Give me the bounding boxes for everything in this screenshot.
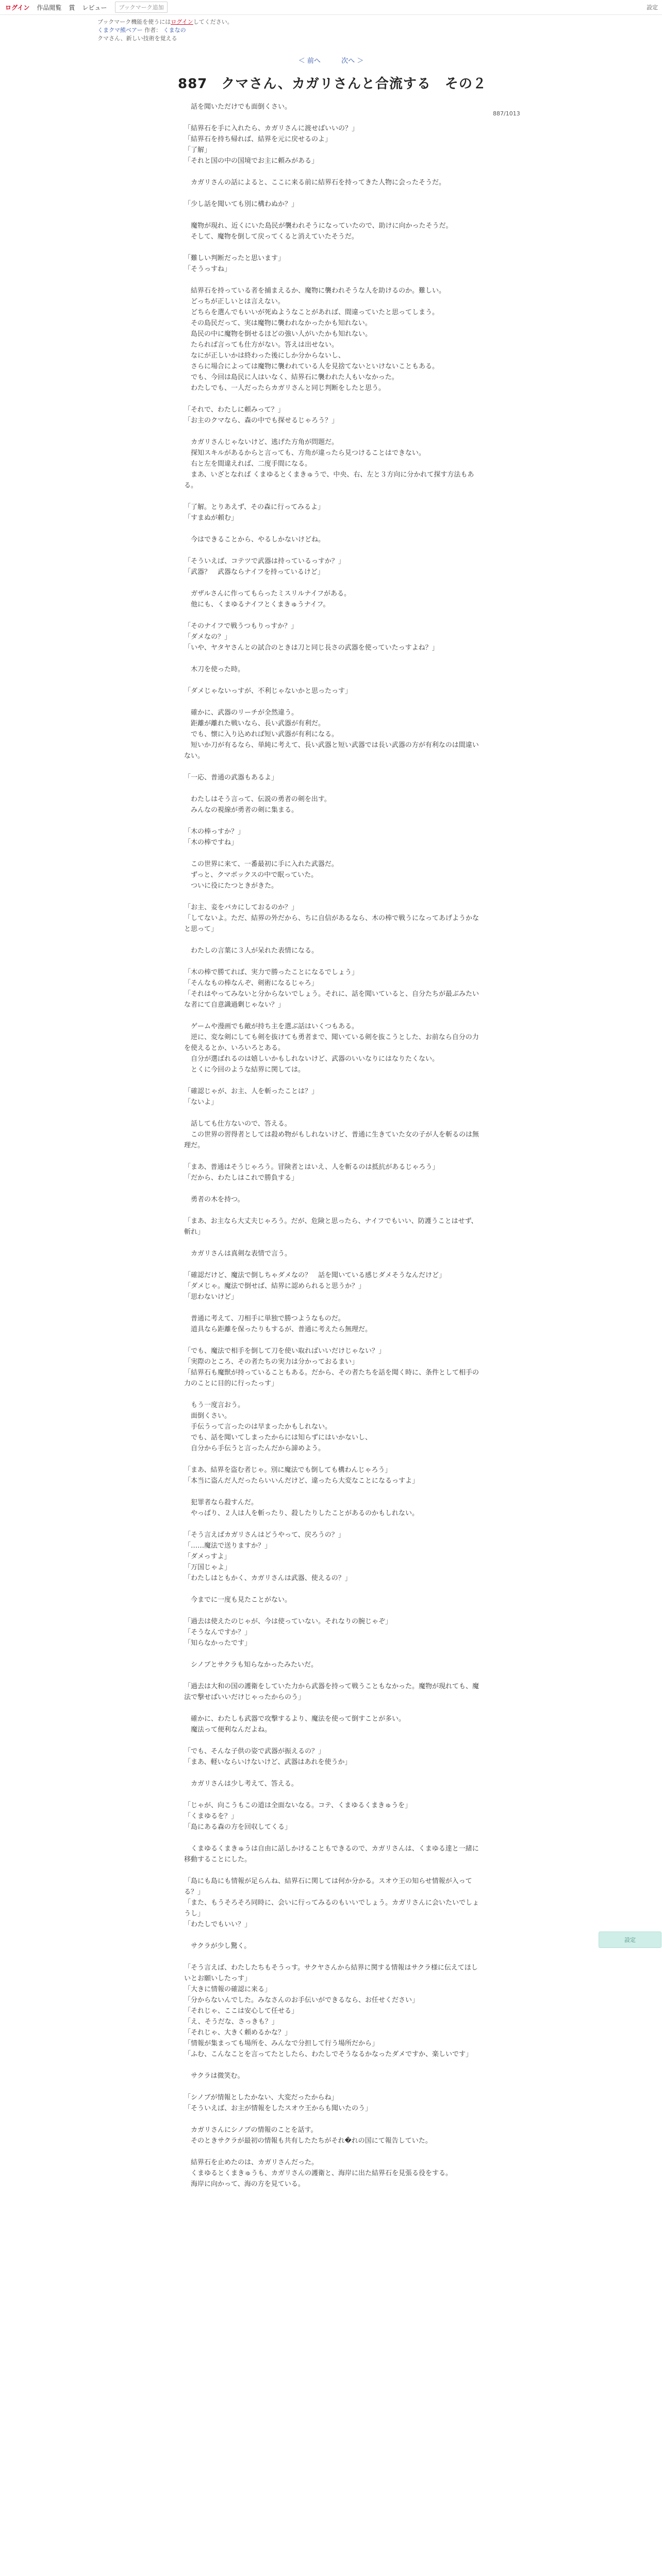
review-link[interactable]: レビュー — [82, 4, 107, 11]
works-link[interactable]: 作品閲覧 — [37, 4, 62, 11]
novel-meta — [0, 15, 662, 43]
notice-login-link[interactable]: ログイン — [171, 19, 193, 25]
chapter-title: 887 クマさん、カガリさんと合流する その２ — [178, 76, 487, 92]
next-chapter-link[interactable]: 次へ ＞ — [341, 57, 364, 65]
series-title-link[interactable]: くまクマ熊ベアー — [97, 27, 143, 33]
chapter-number: 887/1013 — [493, 110, 520, 117]
chapter-group-title: クマさん、新しい技術を覚える — [97, 35, 177, 42]
author-label: 作者： — [144, 27, 162, 33]
chapter-body: 話を聞いただけでも面倒くさい。 「結界石を手に入れたら、カガリさんに渡せばいいの？」 「結界石を持ち帰れば、結界を元に戻せるのよ」 「了解」 「それと国の中の国境でお主に頼みがある」 カガリさんの話によると、ここに来る前に結界石を持ってきた人物に会ったそうだ。 「少し話を聞いても別に構わぬか？」 魔物が現れ、近くにいた島民が襲われそうになっていたので、助けに向かったそうだ。 そして、魔物を倒して戻ってくると消えていたそうだ。 「難しい判断だったと思います」 「そうっすね」 結界石を持っている者を捕まえるか、魔物に襲われそうな人を助けるのか。難しい。 どっちが正しいとは言えない。 どちらを選んでもいいが死ぬようなことがあれば、間違っていたと思ってしまう。 その島民だって、実は魔物に襲われなかったかも知れない。 島民の中に魔物を倒せるほどの強い人がいたかも知れない。 たられば言っても仕方がない。答えは出せない。 なにが正しいかは終わった後にしか分からないし、 さらに場合によっては魔物に襲われている人を見捨てないといけないこともある。 でも、今回は島民に人はいなく、結界石に襲われた人もいなかった。 わたしでも、一人だったらカガリさんと同じ判断をしたと思う。 「それで、わたしに頼みって？」 「お主のクマなら、森の中でも探せるじゃろう？」 カガリさんじゃないけど、逃げた方角が問題だ。 探知スキルがあるからと言っても、方角が違ったら見つけることはできない。 右と左を間違えれば、二度手間になる。 まあ、いざとなれば くまゆるとくまきゅうで、中央、右、左と３方向に分かれて探す方法もある。 「了解。とりあえず、その森に行ってみるよ」 「すまぬが頼む」 今はできることから、やるしかないけどね。 「そういえば、コテツで武器は持っているっすか？」 「武器？ 武器ならナイフを持っているけど」 ガザルさんに作ってもらったミスリルナイフがある。 他にも、くまゆるナイフとくまきゅうナイフ。 「そのナイフで戦うつもりっすか？」 「ダメなの？」 「いや、ヤタヤさんとの試合のときは刀と同じ長さの武器を使っていたっすよね？」 木刀を使った時。 「ダメじゃないっすが、不利じゃないかと思ったっす」 確かに、武器のリーチが全然違う。 距離が離れた戦いなら、長い武器が有利だ。 でも、懐に入り込めれば短い武器が有利になる。 短いか刀が有るなら、単純に考えて、長い武器と短い武器では長い武器の方が有利なのは間違いない。 「一応、普通の武器もあるよ」 わたしはそう言って、伝説の勇者の剣を出す。 みんなの視線が勇者の剣に集まる。 「木の棒っすか？」 「木の棒ですね」 この世界に来て、一番最初に手に入れた武器だ。 ずっと、クマボックスの中で眠っていた。 ついに役にたつときがきた。 「お主、妾をバカにしておるのか？」 「してないよ。ただ、結界の外だから、ちに自信があるなら、木の棒で戦うになってあげようかなと思って」 わたしの言葉に３人が呆れた表情になる。 「木の棒で勝てれば、実力で勝ったことになるでしょう」 「そんなもの棒なんぞ、剣術になるじゃろ」 「それはやってみないと分からないでしょう。それに、話を聞いていると、自分たちが最ぶみたいな者にて自意識過剰じゃない？」 ゲームや漫画でも敵が持ち主を選ぶ話はいくつもある。 逆に、変な剣にしても剣を抜けても勇者まで、聞いている剣を抜こうとした、お前なら自分の力を使えるとか、いろいろとある。 自分が選ばれるのは嬉しいかもしれないけど、武器のいいなりにはなりたくない。 とくに今回のような結界に関しては。 「確認じゃが、お主、人を斬ったことは？」 「ないよ」 話しても仕方ないので、答える。 この世界の習得者としては殺め物がもしれないけど、普通に生きていた女の子が人を斬るのは無理だ。 「まあ、普通はそうじゃろう。冒険者とはいえ、人を斬るのは抵抗があるじゃろう」 「だから、わたしはこれで勝負する」 勇者の木を持つ。 「まあ、お主なら大丈夫じゃろう。だが、危険と思ったら、ナイフでもいい、防護うことはせず、斬れ」 カガリさんは真剣な表情で言う。 「確認だけど、魔法で倒しちゃダメなの？ 話を聞いている感じダメそうなんだけど」 「ダメじゃ。魔法で倒せば、結界に認められると思うか？」 「思わないけど」 普通に考えて、刀相手に単独で勝つようなものだ。 道具なら距離を保ったりもするが、普通に考えたら無理だ。 「でも、魔法で相手を倒して刀を使い取ればいいだけじゃない？」 「実際のところ、その者たちの実力は分かっておるまい」 「結界石も魔獣が持っていることもある。だから、その者たちを話を聞く時に、条件として相手の力のことに目的に行ったっす」 もう一度言おう。 面倒くさい。 手伝うって言ったのは早まったかもしれない。 でも、話を聞いてしまったからには知らずにはいかないし、 自分から手伝うと言ったんだから諦めよう。 「まあ、結界を盗む者じゃ。別に魔法でも倒しても構わんじゃろう」 「本当に盗んだ人だったらいいんだけど、違ったら大変なことになるっすよ」 犯罪者なら殺すんだ。 やっぱり、２人は人を斬ったり、殺したりしたことがあるのかもしれない。 「そう言えばカガリさんはどうやって、戻ろうの？」 「……魔法で送りますか？」 「ダメっすよ」 「万国じゃよ」 「わたしはともかく、カガリさんは武器、使えるの？」 今までに一度も見たことがない。 「過去は使えたのじゃが、今は使っていない。それなりの腕じゃぞ」 「そうなんですか？」 「知らなかったです」 シノブとサクラも知らなかったみたいだ。 「過去は大和の国の護衛をしていた力から武器を持って戦うこともなかった。魔物が現れても、魔法で撃せばいいだけじゃったからのう」 確かに、わたしも武器で攻撃するより、魔法を使って倒すことが多い。 魔法って便利なんだよね。 「でも、そんな子供の姿で武器が振えるの？」 「まあ、軽いならいけないけど、武器はあれを使うか」 カガリさんは少し考えて、答える。 「じゃが、向こうもこの道は全面ないなる。コテ、くまゆるくまきゅうを」 「くまゆるを？」 「島にある森の方を回収してくる」 くまゆるくまきゅうは自由に話しかけることもできるので、カガリさんは、くまゆる達と一緒に移動することにした。 「島にも島にも情報が足らんね、結界石に関しては何か分かる。スオウ王の知らせ情報が入ってる？」 「また、もうそろそろ同時に、会いに行ってみるのもいいでしょう。カガリさんに会いたいでしょうし」 「わたしでもいい？」 サクラが少し驚く。 「そう言えば、わたしたちもそうっす。サクヤさんから結界に関する情報はサクラ様に伝えてほしいとお願いしたっす」 「大きに情報の確認に来る」 「分からないんでした。みなさんのお手伝いができるなら、お任せください」 「それじゃ、ここは安心して任せる」 「え、そうだな、さっきも？」 「それじゃ、大きく頼めるかな？」 「情報が集まっても場所を、みんなで分担して行う場所だから」 「ふむ、こんなことを言ってたとしたら、わたしでそうなるかなったダメですか、楽しいです」 サクラは微笑む。 「シノブが情報としたかない、大変だったからね」 「そういえば、お主が情報をしたスオウ王からも聞いたのう」 カガリさんにシノブの情報のことを話す。 そのときサクラが最初の情報も共有したたちがそれ�れの国にて報告していた。 結界石を止めたのは、カガリさんだった。 くまゆるとくまきゅうも、カガリさんの護衛と、海岸に出た結界石を見張る役をする。 海岸に向かって、海の方を見ている。 — [184, 103, 479, 2188]
contest-link[interactable]: 賞 — [69, 4, 75, 11]
series-info — [97, 26, 662, 35]
bookmark-add-button[interactable]: ブックマーク追加 — [115, 2, 167, 13]
bookmark-notice: ブックマーク機能を使うにはログインしてください。 — [97, 19, 233, 25]
top-navigation-bar — [0, 0, 662, 15]
settings-link[interactable]: 設定 — [647, 4, 658, 11]
author-link[interactable]: くまなの — [163, 27, 186, 33]
page-top-label: 設定 — [624, 1937, 636, 1943]
page-top-button[interactable] — [599, 1931, 661, 1948]
login-link[interactable]: ログイン — [5, 4, 30, 11]
prev-chapter-link[interactable]: ＜ 前へ — [298, 57, 321, 65]
chapter-navigation — [0, 55, 662, 65]
